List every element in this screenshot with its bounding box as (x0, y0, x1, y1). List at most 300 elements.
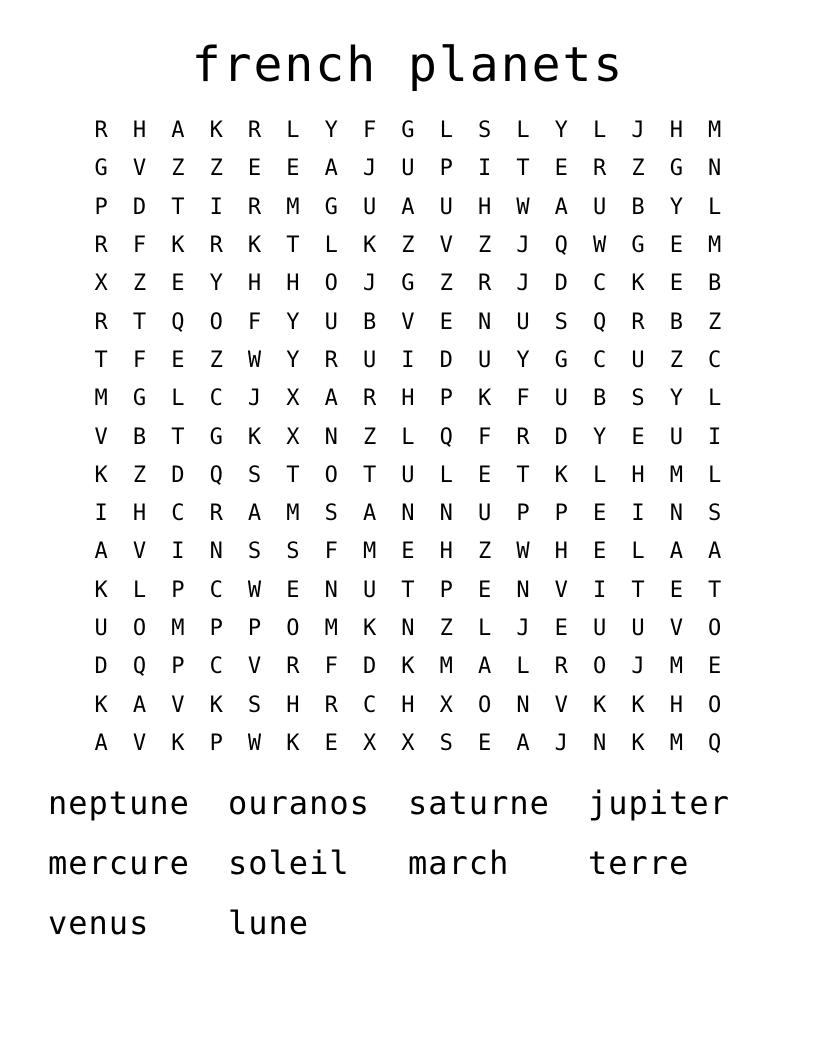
grid-letter: P (439, 386, 453, 412)
grid-letter: C (593, 347, 607, 373)
grid-letter: Z (477, 539, 492, 565)
grid-letter: T (171, 424, 185, 450)
grid-letter: C (209, 577, 223, 603)
grid-letter: I (209, 194, 223, 220)
grid-letter: N (477, 309, 492, 335)
grid-letter: G (401, 118, 415, 144)
grid-letter: T (708, 577, 722, 603)
grid-letter: E (171, 271, 185, 297)
grid-letter: L (132, 577, 147, 603)
grid-letter: T (94, 347, 108, 373)
grid-letter: A (132, 692, 147, 718)
grid-letter: T (171, 194, 185, 220)
grid-letter: G (669, 156, 683, 182)
grid-letter: V (401, 309, 415, 335)
grid-letter: R (94, 233, 108, 259)
grid-letter: A (516, 730, 530, 756)
grid-letter: Y (669, 194, 683, 220)
grid-letter: O (132, 616, 147, 641)
grid-letter: N (439, 501, 453, 527)
grid-letter: V (132, 156, 147, 182)
grid-letter: X (401, 730, 415, 756)
grid-letter: A (324, 156, 338, 182)
grid-letter: T (362, 462, 377, 488)
grid-letter: G (631, 233, 645, 259)
grid-letter: E (554, 616, 568, 641)
grid-row (82, 457, 734, 495)
grid-letter: A (477, 654, 492, 680)
grid-letter: V (554, 692, 568, 718)
grid-letter: Y (593, 424, 607, 450)
grid-letter: K (247, 424, 262, 450)
grid-letter: N (324, 424, 338, 450)
grid-row (82, 686, 734, 724)
grid-letter: O (286, 616, 300, 641)
grid-letter: F (132, 347, 147, 373)
grid-letter: D (554, 424, 568, 450)
grid-letter: H (132, 501, 147, 527)
grid-letter: A (362, 501, 377, 527)
grid-letter: A (708, 539, 722, 565)
grid-letter: H (401, 692, 415, 718)
grid-letter: T (286, 233, 300, 259)
grid-letter: U (593, 194, 607, 220)
grid-letter: L (708, 194, 722, 220)
grid-letter: A (324, 386, 338, 412)
grid-letter: V (132, 539, 147, 565)
grid-letter: W (593, 233, 607, 259)
grid-letter: F (247, 309, 262, 335)
grid-letter: U (477, 501, 492, 527)
grid-letter: Z (209, 156, 223, 182)
grid-letter: R (324, 347, 338, 373)
grid-letter: S (247, 692, 262, 718)
grid-row (82, 189, 734, 227)
grid-letter: Y (286, 309, 300, 335)
grid-letter: Q (439, 424, 453, 450)
grid-letter: Q (708, 730, 722, 756)
grid-letter: W (247, 730, 262, 756)
grid-letter: L (439, 118, 453, 144)
grid-letter: I (708, 424, 722, 450)
grid-letter: N (401, 616, 415, 641)
grid-letter: E (286, 577, 300, 603)
grid-letter: U (401, 462, 415, 488)
grid-letter: Q (132, 654, 147, 680)
grid-letter: K (362, 233, 377, 259)
grid-row (82, 342, 734, 380)
grid-letter: D (439, 347, 453, 373)
grid-letter: M (439, 654, 453, 680)
grid-letter: Z (362, 424, 377, 450)
grid-letter: L (516, 654, 530, 680)
grid-letter: Z (669, 347, 683, 373)
grid-letter: E (554, 156, 568, 182)
grid-letter: S (324, 501, 338, 527)
grid-letter: L (593, 462, 607, 488)
grid-letter: E (439, 309, 453, 335)
grid-letter: B (708, 271, 722, 297)
grid-letter: N (669, 501, 683, 527)
grid-letter: X (439, 692, 453, 718)
grid-letter: R (94, 309, 108, 335)
grid-letter: Q (171, 309, 185, 335)
grid-letter: T (631, 577, 645, 603)
grid-letter: K (209, 692, 223, 718)
grid-letter: P (516, 501, 530, 527)
word-list-item: neptune (48, 784, 190, 822)
grid-letter: P (554, 501, 568, 527)
grid-letter: P (439, 156, 453, 182)
grid-letter: Q (209, 462, 223, 488)
grid-letter: R (477, 271, 492, 297)
grid-letter: O (324, 271, 338, 297)
grid-letter: B (132, 424, 147, 450)
grid-letter: F (477, 424, 492, 450)
grid-letter: W (247, 347, 262, 373)
grid-letter: X (286, 386, 300, 412)
grid-letter: K (401, 654, 415, 680)
grid-letter: S (708, 501, 722, 527)
grid-letter: A (401, 194, 415, 220)
grid-letter: O (324, 462, 338, 488)
grid-letter: M (286, 501, 300, 527)
grid-row (82, 380, 734, 418)
grid-letter: O (477, 692, 492, 718)
grid-letter: K (94, 692, 108, 718)
grid-letter: Y (324, 118, 338, 144)
grid-letter: K (286, 730, 300, 756)
grid-letter: L (401, 424, 415, 450)
grid-letter: E (708, 654, 722, 680)
grid-letter: M (669, 730, 683, 756)
grid-row (82, 112, 734, 150)
word-list-item: jupiter (588, 784, 730, 822)
grid-letter: Z (171, 156, 185, 182)
grid-letter: M (669, 654, 683, 680)
grid-letter: N (516, 692, 530, 718)
grid-letter: Z (708, 309, 722, 335)
grid-letter: J (631, 654, 645, 680)
grid-letter: Z (477, 233, 492, 259)
grid-letter: H (247, 271, 262, 297)
grid-letter: S (554, 309, 568, 335)
grid-letter: X (286, 424, 300, 450)
grid-letter: D (132, 194, 147, 220)
word-list-item: venus (48, 904, 150, 942)
grid-letter: L (439, 462, 453, 488)
grid-letter: P (247, 616, 262, 641)
grid-letter: L (708, 386, 722, 412)
grid-letter: N (401, 501, 415, 527)
grid-row (82, 150, 734, 188)
grid-letter: H (286, 271, 300, 297)
grid-letter: K (247, 233, 262, 259)
grid-letter: F (516, 386, 530, 412)
grid-letter: L (516, 118, 530, 144)
grid-letter: L (477, 616, 492, 641)
grid-letter: U (669, 424, 683, 450)
grid-letter: Z (132, 462, 147, 488)
grid-letter: K (477, 386, 492, 412)
grid-letter: H (669, 118, 683, 144)
grid-letter: L (708, 462, 722, 488)
grid-letter: R (247, 194, 262, 220)
grid-letter: V (94, 424, 108, 450)
grid-letter: S (631, 386, 645, 412)
grid-letter: I (94, 501, 108, 527)
grid-letter: H (439, 539, 453, 565)
grid-letter: J (247, 386, 262, 412)
grid-letter: Q (554, 233, 568, 259)
grid-letter: H (132, 118, 147, 144)
grid-letter: N (209, 539, 223, 565)
grid-letter: N (593, 730, 607, 756)
grid-letter: M (708, 118, 722, 144)
grid-letter: Y (286, 347, 300, 373)
grid-letter: T (516, 462, 530, 488)
grid-letter: S (477, 118, 492, 144)
grid-letter: H (477, 194, 492, 220)
grid-letter: J (554, 730, 568, 756)
grid-letter: A (669, 539, 683, 565)
word-list-item: saturne (408, 784, 550, 822)
grid-letter: E (631, 424, 645, 450)
grid-letter: V (171, 692, 185, 718)
grid-letter: U (516, 309, 530, 335)
grid-letter: D (362, 654, 377, 680)
grid-letter: K (209, 118, 223, 144)
grid-letter: A (171, 118, 185, 144)
grid-letter: N (324, 577, 338, 603)
grid-letter: P (439, 577, 453, 603)
grid-letter: R (286, 654, 300, 680)
grid-letter: P (209, 616, 223, 641)
grid-letter: M (669, 462, 683, 488)
grid-letter: L (324, 233, 338, 259)
grid-letter: A (94, 539, 108, 565)
grid-letter: F (324, 654, 338, 680)
grid-letter: I (171, 539, 185, 565)
grid-letter: B (362, 309, 377, 335)
grid-letter: Y (516, 347, 530, 373)
grid-letter: I (593, 577, 607, 603)
grid-letter: J (631, 118, 645, 144)
grid-letter: M (362, 539, 377, 565)
grid-letter: C (362, 692, 377, 718)
grid-letter: J (516, 233, 530, 259)
grid-letter: V (132, 730, 147, 756)
grid-letter: O (209, 309, 223, 335)
grid-letter: F (324, 539, 338, 565)
grid-letter: Y (554, 118, 568, 144)
grid-letter: Z (439, 616, 453, 641)
grid-letter: W (247, 577, 262, 603)
grid-letter: E (593, 539, 607, 565)
grid-letter: B (669, 309, 683, 335)
grid-letter: U (554, 386, 568, 412)
word-list-item: soleil (228, 844, 350, 882)
grid-letter: F (362, 118, 377, 144)
grid-letter: K (362, 616, 377, 641)
word-list-item: terre (588, 844, 690, 882)
grid-letter: S (286, 539, 300, 565)
grid-letter: U (362, 577, 377, 603)
grid-letter: H (401, 386, 415, 412)
grid-letter: U (362, 194, 377, 220)
grid-letter: Z (631, 156, 645, 182)
grid-row (82, 533, 734, 571)
grid-letter: Z (209, 347, 223, 373)
grid-letter: O (708, 616, 722, 641)
grid-letter: X (94, 271, 108, 297)
grid-letter: K (631, 730, 645, 756)
grid-letter: T (286, 462, 300, 488)
grid-letter: T (516, 156, 530, 182)
grid-letter: R (362, 386, 377, 412)
grid-row (82, 648, 734, 686)
grid-letter: N (516, 577, 530, 603)
grid-letter: E (477, 577, 492, 603)
grid-letter: T (401, 577, 415, 603)
grid-letter: D (554, 271, 568, 297)
word-list-item: march (408, 844, 510, 882)
grid-letter: J (362, 156, 377, 182)
grid-letter: S (247, 462, 262, 488)
grid-row (82, 303, 734, 341)
grid-letter: C (708, 347, 722, 373)
grid-letter: Z (439, 271, 453, 297)
grid-letter: R (94, 118, 108, 144)
grid-letter: M (171, 616, 185, 641)
grid-letter: V (439, 233, 453, 259)
grid-letter: O (708, 692, 722, 718)
grid-letter: P (171, 654, 185, 680)
grid-letter: U (593, 616, 607, 641)
grid-letter: E (247, 156, 262, 182)
grid-letter: U (631, 616, 645, 641)
grid-letter: R (631, 309, 645, 335)
grid-letter: A (554, 194, 568, 220)
grid-letter: C (171, 501, 185, 527)
grid-letter: R (209, 233, 223, 259)
grid-letter: U (631, 347, 645, 373)
grid-letter: E (286, 156, 300, 182)
grid-letter: G (209, 424, 223, 450)
letter-grid (82, 112, 734, 763)
grid-letter: H (631, 462, 645, 488)
grid-letter: Y (209, 271, 223, 297)
grid-letter: E (669, 233, 683, 259)
grid-letter: D (94, 654, 108, 680)
grid-letter: Y (669, 386, 683, 412)
grid-letter: C (209, 654, 223, 680)
word-list-item: lune (228, 904, 310, 942)
word-list-item: mercure (48, 844, 190, 882)
grid-letter: R (593, 156, 607, 182)
grid-letter: K (94, 577, 108, 603)
grid-letter: M (94, 386, 108, 412)
grid-letter: S (439, 730, 453, 756)
grid-letter: J (362, 271, 377, 297)
grid-letter: R (209, 501, 223, 527)
grid-letter: M (708, 233, 722, 259)
grid-letter: E (669, 271, 683, 297)
grid-letter: K (631, 271, 645, 297)
grid-letter: E (324, 730, 338, 756)
grid-letter: U (401, 156, 415, 182)
grid-letter: M (324, 616, 338, 641)
grid-row (82, 725, 734, 763)
grid-letter: R (324, 692, 338, 718)
grid-letter: B (593, 386, 607, 412)
grid-letter: O (593, 654, 607, 680)
grid-row (82, 265, 734, 303)
grid-letter: G (132, 386, 147, 412)
grid-letter: C (209, 386, 223, 412)
grid-row (82, 418, 734, 456)
grid-letter: S (247, 539, 262, 565)
grid-letter: K (593, 692, 607, 718)
grid-letter: D (171, 462, 185, 488)
grid-letter: G (94, 156, 108, 182)
grid-letter: L (593, 118, 607, 144)
grid-letter: R (516, 424, 530, 450)
grid-letter: L (171, 386, 185, 412)
grid-letter: P (209, 730, 223, 756)
grid-row (82, 572, 734, 610)
grid-letter: E (477, 730, 492, 756)
grid-letter: E (401, 539, 415, 565)
grid-letter: N (708, 156, 722, 182)
grid-letter: K (171, 233, 185, 259)
grid-letter: W (516, 539, 530, 565)
grid-row (82, 495, 734, 533)
grid-letter: G (324, 194, 338, 220)
grid-letter: E (593, 501, 607, 527)
grid-letter: U (477, 347, 492, 373)
grid-letter: H (554, 539, 568, 565)
grid-letter: A (247, 501, 262, 527)
grid-letter: T (132, 309, 147, 335)
grid-letter: Z (401, 233, 415, 259)
grid-letter: U (362, 347, 377, 373)
grid-letter: H (286, 692, 300, 718)
grid-letter: V (247, 654, 262, 680)
grid-letter: F (132, 233, 147, 259)
grid-letter: U (94, 616, 108, 641)
word-list-item: ouranos (228, 784, 370, 822)
grid-letter: E (669, 577, 683, 603)
grid-letter: V (554, 577, 568, 603)
grid-letter: J (516, 616, 530, 641)
grid-letter: L (286, 118, 300, 144)
grid-letter: W (516, 194, 530, 220)
grid-letter: K (554, 462, 568, 488)
grid-letter: L (631, 539, 645, 565)
grid-letter: J (516, 271, 530, 297)
grid-letter: I (401, 347, 415, 373)
grid-letter: M (286, 194, 300, 220)
grid-row (82, 227, 734, 265)
grid-letter: V (669, 616, 683, 641)
grid-letter: G (401, 271, 415, 297)
grid-letter: R (247, 118, 262, 144)
grid-letter: U (324, 309, 338, 335)
grid-letter: Z (132, 271, 147, 297)
grid-letter: P (94, 194, 108, 220)
grid-letter: K (631, 692, 645, 718)
